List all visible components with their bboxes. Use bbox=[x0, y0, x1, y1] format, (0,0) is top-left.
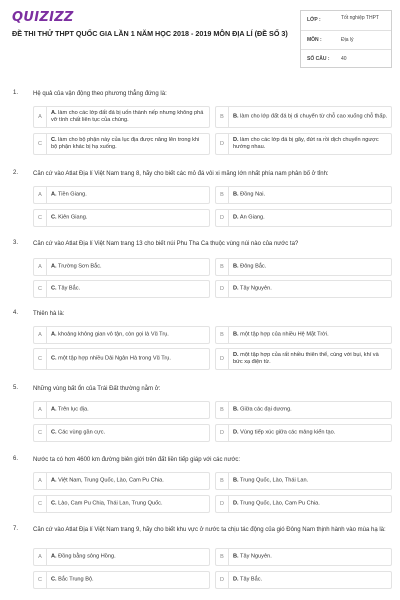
count-label: SỐ CÂU : bbox=[307, 56, 330, 62]
option-b[interactable] bbox=[215, 472, 392, 490]
option-letter: C. bbox=[51, 429, 57, 436]
option-c[interactable] bbox=[33, 495, 210, 513]
count-value: 40 bbox=[341, 56, 347, 62]
subject-label: MÔN : bbox=[307, 37, 322, 43]
option-a[interactable] bbox=[33, 106, 210, 128]
option-letter: A. bbox=[51, 110, 57, 116]
question-number: 1. bbox=[13, 90, 19, 96]
option-key: C bbox=[34, 134, 47, 154]
option-key: B bbox=[216, 549, 229, 565]
option-key: C bbox=[34, 281, 47, 297]
option-text: Bắc Trung Bộ. bbox=[58, 576, 94, 583]
option-key: B bbox=[216, 327, 229, 343]
option-c[interactable] bbox=[33, 133, 210, 155]
question-text: Căn cứ vào Atlat Địa lí Việt Nam trang 8, hãy cho biết các mỏ đá vôi xi măng lớn nhất phía nam phân bố ở tỉnh: bbox=[33, 171, 329, 177]
worksheet-header bbox=[0, 0, 400, 74]
option-d[interactable] bbox=[215, 280, 392, 298]
option-letter: C. bbox=[51, 214, 57, 221]
option-letter: A. bbox=[51, 331, 57, 338]
option-text: Đồng bằng sông Hồng. bbox=[58, 553, 116, 560]
option-letter: B. bbox=[233, 553, 239, 560]
question-number: 4. bbox=[13, 310, 19, 316]
option-letter: B. bbox=[233, 191, 239, 198]
option-text: Đông Bắc. bbox=[240, 263, 267, 270]
option-text: Trung Quốc, Lào, Cam Pu Chia. bbox=[240, 500, 320, 507]
option-key: A bbox=[34, 549, 47, 565]
option-text: một tập hợp của rất nhiều thiên thể, cùng với bụi, khí và bức xạ điện từ. bbox=[233, 352, 379, 365]
option-a[interactable] bbox=[33, 326, 210, 344]
option-key: C bbox=[34, 572, 47, 588]
option-letter: C. bbox=[51, 500, 57, 507]
question-number: 7. bbox=[13, 526, 19, 532]
option-b[interactable] bbox=[215, 548, 392, 566]
option-text: một tập hợp nhiều Dải Ngân Hà trong Vũ Trụ. bbox=[58, 355, 171, 362]
option-key: A bbox=[34, 259, 47, 275]
option-key: A bbox=[34, 107, 47, 127]
option-letter: D. bbox=[233, 214, 239, 221]
option-key: A bbox=[34, 327, 47, 343]
option-key: A bbox=[34, 187, 47, 203]
option-d[interactable] bbox=[215, 495, 392, 513]
option-text: Trên lục địa. bbox=[58, 406, 89, 413]
option-text: Các vùng gần cực. bbox=[58, 429, 106, 436]
question-text: Những vùng bất ổn của Trái Đất thường nằm ở: bbox=[33, 386, 161, 392]
option-text: Tiền Giang. bbox=[58, 191, 87, 198]
option-text: Tây Bắc. bbox=[240, 576, 263, 583]
option-letter: C. bbox=[51, 137, 57, 143]
option-a[interactable] bbox=[33, 472, 210, 490]
option-text: một tập hợp của nhiều Hệ Mặt Trời. bbox=[240, 331, 329, 338]
option-key: C bbox=[34, 425, 47, 441]
question-number: 2. bbox=[13, 170, 19, 176]
option-letter: D. bbox=[233, 137, 239, 143]
option-b[interactable] bbox=[215, 401, 392, 419]
option-c[interactable] bbox=[33, 424, 210, 442]
question-text: Hệ quả của vận động theo phương thẳng đứng là: bbox=[33, 91, 167, 97]
option-letter: A. bbox=[51, 263, 57, 270]
option-letter: D. bbox=[233, 500, 239, 507]
option-letter: A. bbox=[51, 406, 57, 413]
meta-row-count bbox=[301, 49, 391, 68]
option-letter: A. bbox=[51, 191, 57, 198]
meta-row-subject bbox=[301, 30, 391, 49]
class-value: Tốt nghiệp THPT bbox=[341, 15, 379, 21]
option-key: D bbox=[216, 425, 229, 441]
option-key: C bbox=[34, 349, 47, 369]
quizizz-logo: QUIZIZZ bbox=[12, 10, 74, 25]
question-text: Căn cứ vào Atlat Địa lí Việt Nam trang 13 cho biết núi Phu Tha Ca thuộc vùng núi nào của nước ta? bbox=[33, 241, 299, 247]
option-c[interactable] bbox=[33, 571, 210, 589]
option-a[interactable] bbox=[33, 401, 210, 419]
option-text: Tây Nguyên. bbox=[240, 553, 272, 560]
option-c[interactable] bbox=[33, 348, 210, 370]
option-key: A bbox=[34, 402, 47, 418]
question-text: Thiên hà là: bbox=[33, 311, 65, 317]
class-label: LỚP : bbox=[307, 17, 321, 23]
option-letter: C. bbox=[51, 285, 57, 292]
option-c[interactable] bbox=[33, 209, 210, 227]
option-a[interactable] bbox=[33, 186, 210, 204]
option-key: B bbox=[216, 107, 229, 127]
option-key: C bbox=[34, 496, 47, 512]
option-letter: C. bbox=[51, 355, 57, 362]
question-number: 5. bbox=[13, 385, 19, 391]
option-c[interactable] bbox=[33, 280, 210, 298]
option-text: làm cho các lớp đất đá bị uốn thành nếp nhưng không phá vỡ tính chất liên tục của chúng. bbox=[51, 110, 204, 123]
option-key: C bbox=[34, 210, 47, 226]
option-text: làm cho các lớp đá bị gãy, đứt ra rồi dịch chuyển ngược hướng nhau. bbox=[233, 137, 379, 150]
option-text: làm cho bộ phận này của lục địa được nâng lên trong khi bộ phận khác bị hạ xuống. bbox=[51, 137, 200, 150]
question-text: Nước ta có hơn 4600 km đường biên giới trên đất liền tiếp giáp với các nước: bbox=[33, 457, 241, 463]
exam-title: ĐỀ THI THỬ THPT QUỐC GIA LẦN 1 NĂM HỌC 2018 - 2019 MÔN ĐỊA LÍ (ĐỀ SỐ 3) bbox=[12, 29, 288, 38]
option-text: Đồng Nai. bbox=[240, 191, 266, 198]
option-key: D bbox=[216, 572, 229, 588]
option-d[interactable] bbox=[215, 348, 392, 370]
option-d[interactable] bbox=[215, 209, 392, 227]
option-text: Tây Nguyên. bbox=[240, 285, 272, 292]
meta-box bbox=[300, 10, 392, 68]
option-b[interactable] bbox=[215, 326, 392, 344]
option-text: Tây Bắc. bbox=[58, 285, 81, 292]
option-key: D bbox=[216, 210, 229, 226]
question-number: 3. bbox=[13, 240, 19, 246]
question-number: 6. bbox=[13, 456, 19, 462]
option-key: B bbox=[216, 402, 229, 418]
option-letter: D. bbox=[233, 429, 239, 436]
option-letter: D. bbox=[233, 576, 239, 583]
option-letter: A. bbox=[51, 477, 57, 484]
option-letter: C. bbox=[51, 576, 57, 583]
option-key: D bbox=[216, 496, 229, 512]
subject-value: Địa lý bbox=[341, 37, 354, 43]
option-text: Lào, Cam Pu Chia, Thái Lan, Trung Quốc. bbox=[58, 500, 163, 507]
question-text: Căn cứ vào Atlat Địa lí Việt Nam trang 9, hãy cho biết khu vực ở nước ta chịu tác động của gió Đông Nam thịnh hành vào mùa hạ là: bbox=[33, 527, 386, 533]
option-key: A bbox=[34, 473, 47, 489]
option-d[interactable] bbox=[215, 424, 392, 442]
option-a[interactable] bbox=[33, 258, 210, 276]
option-key: D bbox=[216, 349, 229, 369]
option-b[interactable] bbox=[215, 258, 392, 276]
option-a[interactable] bbox=[33, 548, 210, 566]
option-text: Trung Quốc, Lào, Thái Lan. bbox=[240, 477, 309, 484]
meta-row-class bbox=[301, 11, 391, 30]
option-key: B bbox=[216, 473, 229, 489]
option-key: B bbox=[216, 187, 229, 203]
option-letter: B. bbox=[233, 331, 239, 338]
option-letter: B. bbox=[233, 113, 239, 120]
option-b[interactable] bbox=[215, 106, 392, 128]
option-letter: A. bbox=[51, 553, 57, 560]
option-text: An Giang. bbox=[239, 214, 265, 221]
option-text: Kiên Giang. bbox=[58, 214, 88, 221]
option-text: Giữa các đại dương. bbox=[240, 406, 292, 413]
option-letter: B. bbox=[233, 406, 239, 413]
option-text: khoảng không gian vô tận, còn gọi là Vũ Trụ. bbox=[58, 331, 169, 338]
option-letter: B. bbox=[233, 263, 239, 270]
option-text: làm cho lớp đất đá bị di chuyển từ chỗ cao xuống chỗ thấp. bbox=[240, 113, 388, 120]
option-d[interactable] bbox=[215, 133, 392, 155]
option-text: Trường Sơn Bắc. bbox=[58, 263, 102, 270]
option-letter: D. bbox=[233, 352, 239, 358]
option-b[interactable] bbox=[215, 186, 392, 204]
option-d[interactable] bbox=[215, 571, 392, 589]
option-key: D bbox=[216, 134, 229, 154]
option-key: B bbox=[216, 259, 229, 275]
option-letter: D. bbox=[233, 285, 239, 292]
option-key: D bbox=[216, 281, 229, 297]
option-letter: B. bbox=[233, 477, 239, 484]
option-text: Vùng tiếp xúc giữa các mảng kiến tạo. bbox=[240, 429, 336, 436]
option-text: Việt Nam, Trung Quốc, Lào, Cam Pu Chia. bbox=[58, 477, 164, 484]
